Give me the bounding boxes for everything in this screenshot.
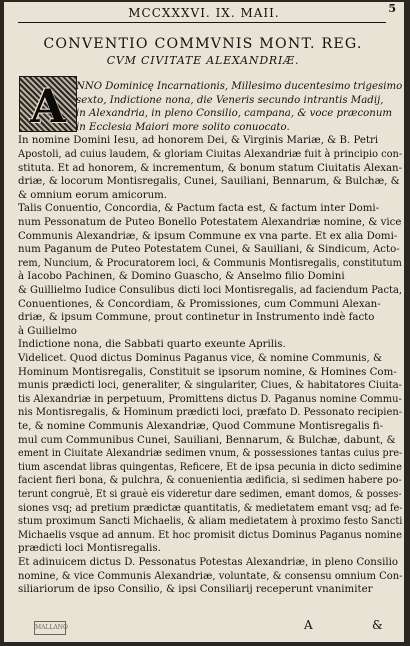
text-line: tium ascendat libras quingentas, Reficere, Et de ipsa pecunia in dicto sedimine — [18, 461, 402, 473]
document-subtitle: CVM CIVITATE ALEXANDRIÆ. — [106, 54, 300, 67]
running-header: MCCXXXVI. IX. MAII. — [128, 6, 280, 20]
text-line: In nomine Domini Iesu, ad honorem Dei, & Virginis Mariæ, & B. Petri — [18, 135, 379, 147]
document-title: CONVENTIO COMMVNIS MONT. REG. — [43, 36, 363, 52]
text-line: driæ, & ipsum Commune, prout continetur in Instrumento indè facto — [18, 312, 375, 324]
text-line: nomine, & vice Communis Alexandriæ, voluntate, & consensu omnium Con- — [18, 570, 403, 582]
text-line: num Paganum de Puteo Potestatem Cunei, & Sauiliani, & Sindicum, Acto- — [18, 244, 400, 256]
document-page — [4, 2, 404, 642]
header-rule — [18, 22, 386, 23]
text-line: prædicti loci Montisregalis. — [18, 543, 161, 555]
text-line: mul cum Communibus Cunei, Sauiliani, Bennarum, & Bulchæ, dabunt, & — [18, 434, 396, 446]
library-stamp: MALLANO — [34, 621, 66, 635]
text-line: driæ, & locorum Montisregalis, Cunei, Sauiliani, Bennarum, & Bulchæ, & — [18, 176, 400, 188]
text-line: nis Montisregalis, & Hominum prædicti loci, præfato D. Pessonato recipien- — [18, 407, 403, 419]
text-line: Talis Conuentio, Concordia, & Pactum facta est, & factum inter Domi- — [18, 203, 380, 215]
text-line: Hominum Montisregalis, Constituit se ipsorum nomine, & Homines Com- — [18, 366, 397, 378]
text-line: Indictione nona, die Sabbati quarto exeunte Aprilis. — [18, 339, 286, 351]
text-line: Videlicet. Quod dictus Dominus Paganus vice, & nomine Communis, & — [18, 353, 383, 364]
text-line: & Guillielmo Iudice Consulibus dicti loci Montisregalis, ad faciendum Pacta, — [18, 285, 403, 296]
decorated-initial-letter: A — [30, 79, 66, 133]
text-line: Conuentiones, & Concordiam, & Promissiones, cum Communi Alexan- — [18, 298, 381, 310]
text-line: tis Alexandriæ in perpetuum, Promittens dictus D. Paganus nomine Commu- — [18, 393, 402, 405]
text-line: stituta. Et ad honorem, & incrementum, & bonum statum Ciuitatis Alexan- — [18, 162, 403, 174]
text-line: facient fieri bona, & pulchra, & conuenientia ædificia, si sedimen habere po- — [18, 475, 402, 487]
text-line: Apostoli, ad cuius laudem, & gloriam Ciuitas Alexandriæ fuit à principio con- — [18, 149, 403, 160]
text-line: & omnium eorum amicorum. — [18, 189, 168, 201]
text-line: NNO Dominicę Incarnationis, Millesimo ducentesimo trigesimo — [76, 81, 403, 92]
text-line: num Pessonatum de Puteo Bonello Potestatem Alexandriæ nomine, & vice — [18, 217, 402, 228]
text-line: stum proximum Sancti Michaelis, & aliam medietatem à proximo festo Sancti — [18, 516, 403, 528]
text-line: Et adinuicem dictus D. Pessonatus Potestas Alexandriæ, in pleno Consilio — [18, 557, 399, 568]
text-line: rem, Nuncium, & Procuratorem loci, & Communis Montisregalis, constitutum — [18, 257, 402, 269]
page-number: 5 — [388, 2, 396, 15]
signature-mark: A — [304, 618, 313, 632]
decorated-initial — [19, 76, 77, 132]
text-line: à Iacobo Pachinen, & Domino Guascho, & Anselmo filio Domini — [18, 271, 345, 283]
text-line: in Ecclesia Maiori more solito conuocato. — [76, 121, 290, 133]
text-line: Communis Alexandriæ, & ipsum Commune ex vna parte. Et ex alia Domi- — [18, 230, 398, 242]
text-line: Michaelis vsque ad annum. Et hoc promisit dictus Dominus Paganus nomine — [18, 529, 402, 541]
text-line: ement in Ciuitate Alexandriæ sedimen vnum, & possessiones tantas cuius pre- — [18, 448, 403, 460]
text-line: à Guilielmo — [18, 325, 77, 337]
text-line: munis prædicti loci, generaliter, & singulariter, Ciues, & habitatores Ciuita- — [18, 380, 403, 392]
text-line: siones vsq; ad pretium prædictæ quantitatis, & medietatem emant vsq; ad fe- — [18, 502, 403, 514]
text-line: sexto, Indictione nona, die Veneris secundo intrantis Madij, — [76, 94, 384, 106]
text-line: siliariorum de ipso Consilio, & ipsi Consiliarij receperunt vnanimiter — [18, 584, 373, 596]
text-line: in Alexandria, in pleno Consilio, campana, & voce præconum — [76, 108, 393, 120]
catchword: & — [372, 618, 383, 632]
text-line: terunt congruè, Et si grauè eis videretur dare sedimen, emant domos, & posses- — [18, 489, 402, 500]
text-line: te, & nomine Communis Alexandriæ, Quod Commune Montisregalis fi- — [18, 421, 384, 432]
